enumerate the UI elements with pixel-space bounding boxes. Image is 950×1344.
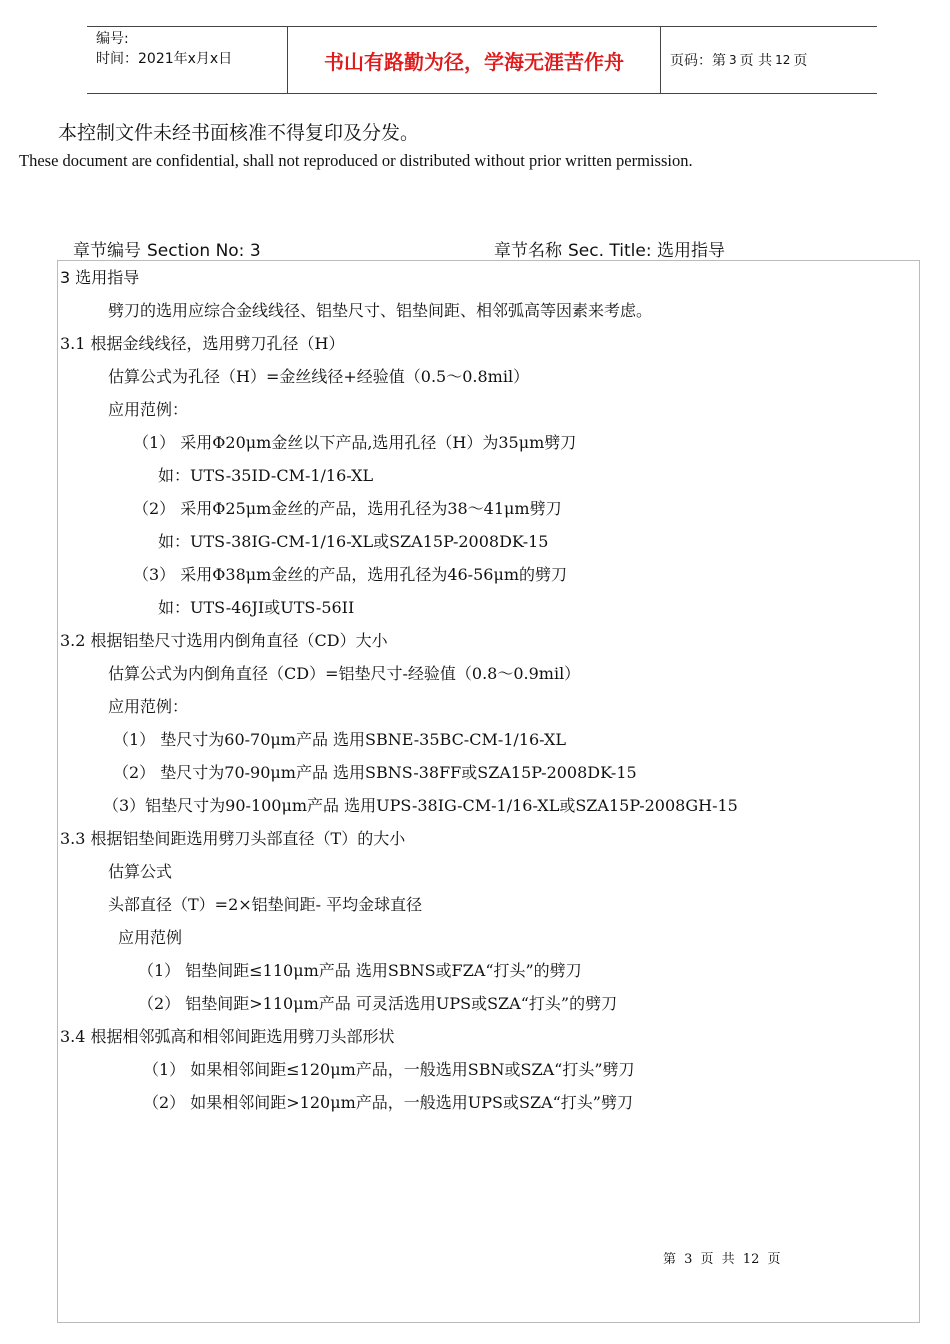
list-item: （1） 垫尺寸为60-70μm产品 选用SBNE-35BC-CM-1/16-XL <box>113 730 567 749</box>
section-number <box>73 236 261 261</box>
list-item: （2） 采用Φ25μm金丝的产品，选用孔径为38～41μm劈刀 <box>133 499 562 518</box>
list-item-example: 如：UTS-35ID-CM-1/16-XL <box>158 466 374 485</box>
list-item: （3）铝垫尺寸为90-100μm产品 选用UPS-38IG-CM-1/16-XL或SZA15P-2008GH-15 <box>103 796 738 815</box>
formula-3-2: 估算公式为内倒角直径（CD）=铝垫尺寸-经验值（0.8～0.9mil） <box>108 664 581 683</box>
example-label: 应用范例 <box>118 928 183 947</box>
list-item: （3） 采用Φ38μm金丝的产品，选用孔径为46-56μm的劈刀 <box>133 565 568 584</box>
heading-3-3: 3.3 根据铝垫间距选用劈刀头部直径（T）的大小 <box>60 829 406 848</box>
page-footer: 第 3 页 共 12 页 <box>663 1252 781 1267</box>
example-label: 应用范例： <box>108 697 189 716</box>
section-title-label: 章节名称 <box>494 241 562 261</box>
heading-3-1: 3.1 根据金线线径，选用劈刀孔径（H） <box>60 334 345 353</box>
document-header <box>87 26 877 94</box>
section-title-value: Sec. Title: 选用指导 <box>568 241 725 261</box>
list-item: （1） 如果相邻间距≤120μm产品，一般选用SBN或SZA“打头”劈刀 <box>143 1060 635 1079</box>
heading-3-2: 3.2 根据铝垫尺寸选用内倒角直径（CD）大小 <box>60 631 388 650</box>
list-item: （2） 垫尺寸为70-90μm产品 选用SBNS-38FF或SZA15P-2008DK-15 <box>113 763 637 782</box>
confidential-notice-cn: 本控制文件未经书面核准不得复印及分发。 <box>58 122 420 144</box>
heading-3-4: 3.4 根据相邻弧高和相邻间距选用劈刀头部形状 <box>60 1027 395 1046</box>
list-item: （1） 采用Φ20μm金丝以下产品,选用孔径（H）为35μm劈刀 <box>133 433 577 452</box>
confidential-notice-en: These document are confidential, shall not reproduced or distributed without prior written permission. <box>19 151 693 170</box>
list-item-example: 如：UTS-46JI或UTS-56II <box>158 598 355 617</box>
list-item: （2） 如果相邻间距>120μm产品，一般选用UPS或SZA“打头”劈刀 <box>143 1093 633 1112</box>
section-title <box>494 236 725 261</box>
document-number-label: 编号: <box>96 31 129 47</box>
document-time: 时间：2021年x月x日 <box>96 51 233 67</box>
intro-paragraph: 劈刀的选用应综合金线线径、铝垫尺寸、铝垫间距、相邻弧高等因素来考虑。 <box>108 301 653 320</box>
page-suffix: 页 <box>793 53 808 69</box>
header-meta-cell <box>87 27 287 93</box>
list-item: （1） 铝垫间距≤110μm产品 选用SBNS或FZA“打头”的劈刀 <box>138 961 582 980</box>
heading-3: 3 选用指导 <box>60 268 140 287</box>
formula-3-3: 头部直径（T）=2×铝垫间距- 平均金球直径 <box>108 895 423 914</box>
header-page-info <box>661 27 877 93</box>
page-total: 12 <box>775 53 791 67</box>
formula-label: 估算公式 <box>108 862 173 881</box>
page-prefix: 页码：第 <box>670 53 726 69</box>
page-number: 3 <box>729 53 737 67</box>
section-number-label: 章节编号 <box>73 241 141 261</box>
list-item: （2） 铝垫间距>110μm产品 可灵活选用UPS或SZA“打头”的劈刀 <box>138 994 618 1013</box>
example-label: 应用范例： <box>108 400 189 419</box>
page-mid: 页 共 <box>739 53 773 69</box>
section-number-value: Section No: 3 <box>147 241 261 261</box>
list-item-example: 如：UTS-38IG-CM-1/16-XL或SZA15P-2008DK-15 <box>158 532 549 551</box>
header-motto: 书山有路勤为径，学海无涯苦作舟 <box>287 27 661 93</box>
formula-3-1: 估算公式为孔径（H）=金丝线径+经验值（0.5～0.8mil） <box>108 367 530 386</box>
